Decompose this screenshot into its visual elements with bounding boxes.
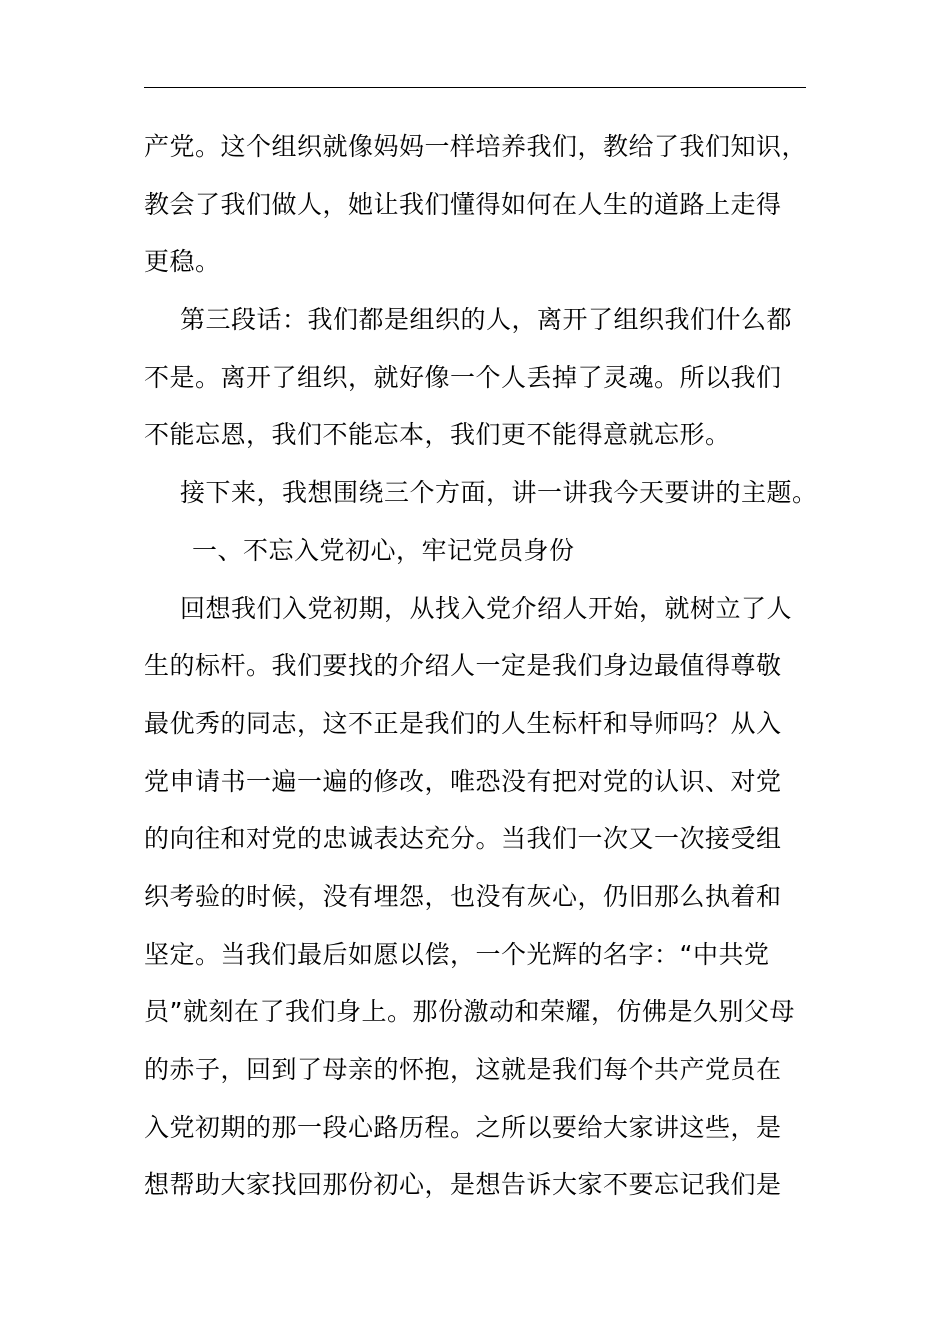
document-body (144, 118, 844, 1214)
paragraph-start-line: 第三段话：我们都是组织的人，离开了组织我们什么都 (180, 305, 793, 335)
section-heading: 一、不忘入党初心，牢记党员身份 (192, 535, 575, 565)
paragraph-start-line: 接下来，我想围绕三个方面，讲一讲我今天要讲的主题。 (180, 478, 818, 508)
text-line: 教会了我们做人，她让我们懂得如何在人生的道路上走得 (144, 189, 782, 219)
text-line: 的向往和对党的忠诚表达充分。当我们一次又一次接受组 (144, 824, 782, 854)
text-line: 更稳。 (144, 247, 221, 277)
header-rule (144, 87, 806, 88)
text-line: 不是。离开了组织，就好像一个人丢掉了灵魂。所以我们 (144, 362, 782, 392)
text-line: 织考验的时候，没有埋怨，也没有灰心，仍旧那么执着和 (144, 881, 782, 911)
text-line: 不能忘恩，我们不能忘本，我们更不能得意就忘形。 (144, 420, 731, 450)
text-line: 坚定。当我们最后如愿以偿，一个光辉的名字：“中共党 (144, 939, 770, 969)
paragraph-start-line: 回想我们入党初期，从找入党介绍人开始，就树立了人 (180, 593, 793, 623)
text-line: 产党。这个组织就像妈妈一样培养我们，教给了我们知识， (144, 132, 808, 161)
text-line: 生的标杆。我们要找的介绍人一定是我们身边最值得尊敬 (144, 651, 782, 681)
text-line: 入党初期的那一段心路历程。之所以要给大家讲这些，是 (144, 1112, 782, 1142)
text-line: 员”就刻在了我们身上。那份激动和荣耀，仿佛是久别父母 (144, 997, 795, 1027)
text-line: 最优秀的同志，这不正是我们的人生标杆和导师吗？从入 (144, 708, 782, 738)
text-line: 的赤子，回到了母亲的怀抱，这就是我们每个共产党员在 (144, 1055, 782, 1084)
text-line: 想帮助大家找回那份初心，是想告诉大家不要忘记我们是 (144, 1170, 782, 1200)
text-line: 党申请书一遍一遍的修改，唯恐没有把对党的认识、对党 (144, 766, 782, 796)
